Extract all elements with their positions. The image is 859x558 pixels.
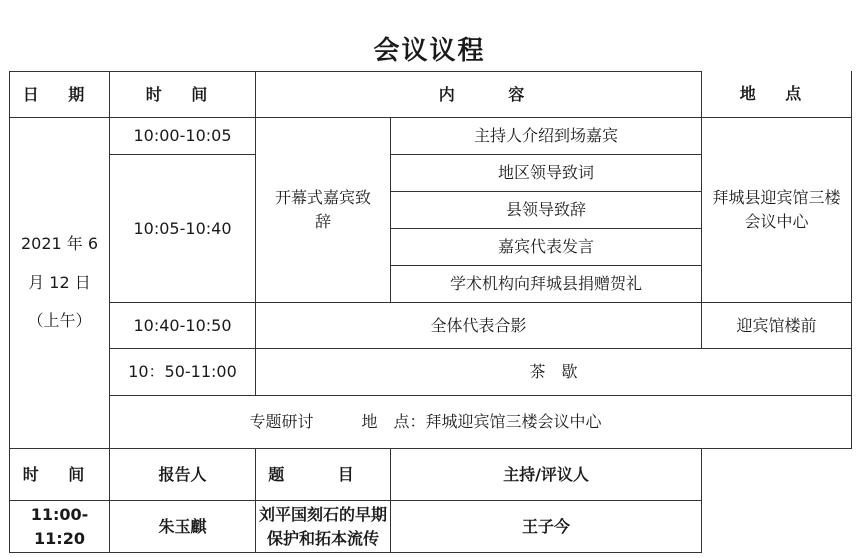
content-cell: 茶 歇 bbox=[256, 349, 852, 396]
talk-topic: 刘平国刻石的早期保护和拓本流传 bbox=[256, 501, 391, 553]
talk-row bbox=[10, 501, 852, 553]
date-line-3: （上午） bbox=[27, 311, 92, 331]
header-content: 内 容 bbox=[256, 72, 852, 118]
date-line-1: 2021 年 6 bbox=[20, 234, 99, 254]
table-row bbox=[10, 303, 852, 349]
content-item: 学术机构向拜城县捐赠贺礼 bbox=[391, 266, 702, 303]
location-header: 地 点 bbox=[701, 71, 851, 117]
location-cell: 迎宾馆楼前 bbox=[702, 303, 852, 349]
seminar-label: 专题研讨 地 点：拜城迎宾馆三楼会议中心 bbox=[110, 396, 852, 449]
agenda-table bbox=[9, 71, 852, 553]
table-row bbox=[10, 349, 852, 396]
time-cell: 10:00-10:05 bbox=[110, 118, 256, 155]
time-cell: 10:40-10:50 bbox=[110, 303, 256, 349]
content-item: 嘉宾代表发言 bbox=[391, 229, 702, 266]
content-item: 地区领导致词 bbox=[391, 155, 702, 192]
date-cell bbox=[10, 118, 110, 449]
date-line-2: 月 12 日 bbox=[28, 272, 91, 292]
content-cell: 全体代表合影 bbox=[256, 303, 702, 349]
seminar-header-row bbox=[10, 449, 852, 501]
header-row bbox=[10, 72, 852, 118]
seminar-header-topic: 题 目 bbox=[256, 449, 391, 501]
seminar-header-host: 主持/评议人 bbox=[391, 449, 702, 501]
talk-host: 王子今 bbox=[391, 501, 702, 553]
talk-speaker: 朱玉麒 bbox=[110, 501, 256, 553]
seminar-header-time: 时 间 bbox=[10, 449, 110, 501]
content-item: 主持人介绍到场嘉宾 bbox=[391, 118, 702, 155]
table-row bbox=[10, 118, 852, 155]
content-item: 县领导致辞 bbox=[391, 192, 702, 229]
seminar-row bbox=[10, 396, 852, 449]
header-date: 日 期 bbox=[10, 72, 110, 118]
time-cell: 10：50-11:00 bbox=[110, 349, 256, 396]
time-cell: 10:05-10:40 bbox=[110, 155, 256, 303]
session-cell: 开幕式嘉宾致辞 bbox=[256, 118, 391, 303]
seminar-header-speaker: 报告人 bbox=[110, 449, 256, 501]
header-time: 时 间 bbox=[110, 72, 256, 118]
page-title: 会议议程 bbox=[373, 36, 486, 66]
talk-time: 11:00-11:20 bbox=[10, 501, 110, 553]
location-cell: 拜城县迎宾馆三楼会议中心 bbox=[702, 118, 852, 303]
